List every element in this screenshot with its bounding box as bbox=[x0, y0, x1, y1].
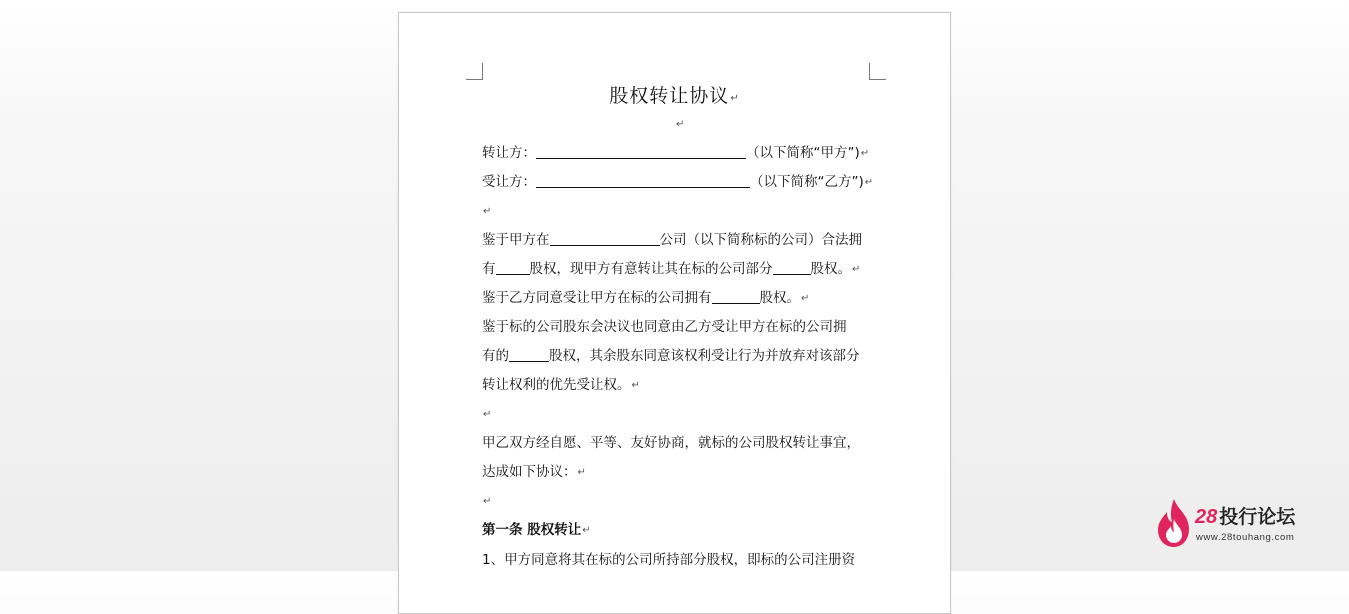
recital-1-line-2: 有 股权，现甲方有意转让其在标的公司部分 股权。↵ bbox=[482, 261, 861, 277]
recital-3-line-3: 转让权利的优先受让权。↵ bbox=[482, 377, 640, 393]
blank-field bbox=[496, 260, 530, 275]
logo-wordmark: 28 投行论坛 bbox=[1195, 506, 1296, 528]
transferor-line: 转让方： （以下简称“甲方”)↵ bbox=[482, 145, 870, 161]
recital-3-line-1: 鉴于标的公司股东会决议也同意由乙方受让甲方在标的公司拥 bbox=[482, 319, 847, 335]
paragraph-mark: ↵ bbox=[577, 467, 586, 478]
document-page bbox=[398, 12, 951, 614]
paragraph-mark: ↵ bbox=[864, 177, 874, 188]
watermark-logo bbox=[1155, 495, 1335, 551]
blank-field bbox=[773, 260, 811, 275]
blank-field bbox=[550, 231, 660, 246]
recital-3-line-2: 有的 股权，其余股东同意该权利受让行为并放弃对该部分 bbox=[482, 348, 860, 364]
logo-url: www.28touhang.com bbox=[1196, 532, 1295, 543]
paragraph-mark: ↵ bbox=[730, 93, 740, 104]
article-1-clause-1: 1、甲方同意将其在标的公司所持部分股权，即标的公司注册资 bbox=[482, 552, 856, 568]
blank-field bbox=[536, 173, 750, 188]
paragraph-mark: ↵ bbox=[631, 380, 640, 391]
blank-field bbox=[509, 347, 549, 362]
document-title bbox=[399, 81, 950, 108]
margin-corner-top-left bbox=[466, 63, 483, 80]
paragraph-mark: ↵ bbox=[852, 264, 861, 275]
empty-paragraph: ↵ bbox=[483, 409, 492, 420]
paragraph-mark: ↵ bbox=[582, 525, 591, 536]
recital-2: 鉴于乙方同意受让甲方在标的公司拥有 股权。↵ bbox=[482, 290, 810, 306]
empty-paragraph: ↵ bbox=[483, 496, 492, 507]
paragraph-mark: ↵ bbox=[801, 293, 810, 304]
blank-field bbox=[712, 289, 760, 304]
blank-field bbox=[536, 144, 746, 159]
recital-1-line-1: 鉴于甲方在 公司（以下简称标的公司）合法拥 bbox=[482, 232, 862, 248]
agreement-intro-line-1: 甲乙双方经自愿、平等、友好协商，就标的公司股权转让事宜， bbox=[482, 435, 860, 451]
title-text: 股权转让协议 bbox=[609, 85, 730, 107]
article-1-heading: 第一条 股权转让↵ bbox=[482, 522, 591, 538]
margin-corner-top-right bbox=[869, 63, 886, 80]
flame-icon bbox=[1155, 497, 1193, 549]
empty-paragraph: ↵ bbox=[483, 206, 492, 217]
paragraph-mark: ↵ bbox=[676, 119, 685, 130]
transferee-line: 受让方： （以下简称“乙方”)↵ bbox=[482, 174, 874, 190]
agreement-intro-line-2: 达成如下协议：↵ bbox=[482, 464, 586, 480]
paragraph-mark: ↵ bbox=[860, 148, 870, 159]
